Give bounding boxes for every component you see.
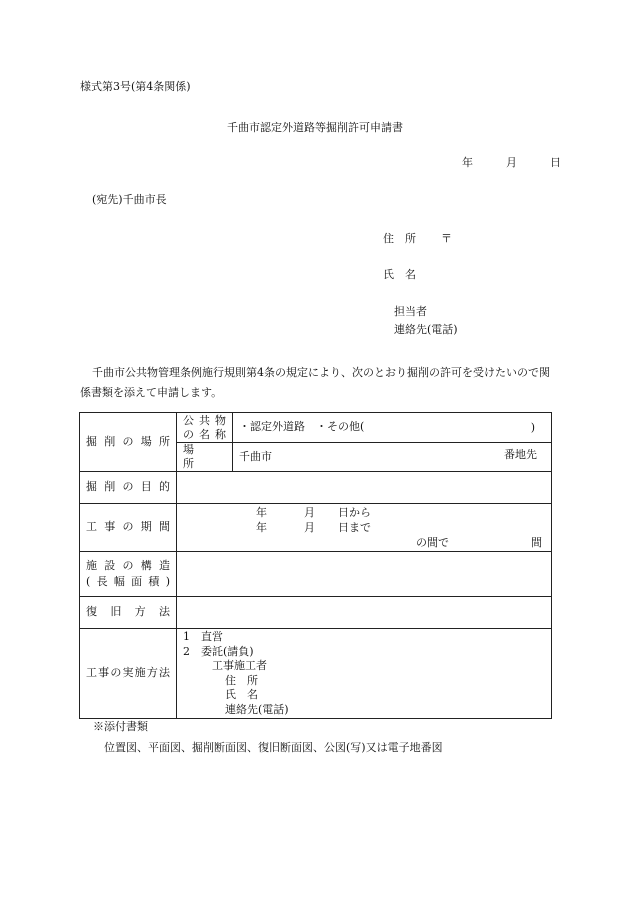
applicant-address-row <box>383 232 452 247</box>
purpose-value <box>177 472 552 504</box>
restoration-label: 復旧方法 <box>80 597 177 629</box>
public-name-value <box>233 413 552 443</box>
applicant-address-label: 住 所 <box>383 232 416 245</box>
excavation-place-label: 掘削の場所 <box>80 413 177 472</box>
statement-text: 千曲市公共物管理条例施行規則第4条の規定により、次のとおり掘削の許可を受けたいので関係書類を添えて申請します。 <box>80 366 550 399</box>
contact-person-label: 担当者 <box>394 305 427 318</box>
contractor-address-label: 住 所 <box>225 673 258 687</box>
structure-label <box>80 552 177 597</box>
addressee: (宛先)千曲市長 <box>92 193 167 206</box>
location-value <box>233 443 552 472</box>
attachments-list: 位置図、平面図、掘削断面図、復旧断面図、公図(写)又は電子地番図 <box>104 741 443 754</box>
implementation-option-direct: 1 直営 <box>183 630 223 643</box>
applicant-name-row <box>383 268 416 283</box>
postal-mark: 〒 <box>441 232 452 245</box>
period-from-year: 年 <box>256 506 267 519</box>
form-number: 様式第3号(第4条関係) <box>80 80 191 93</box>
structure-label-line1: 施設の構造 <box>86 559 170 572</box>
period-to-month: 月 <box>304 521 315 534</box>
period-to-year: 年 <box>256 521 267 534</box>
applicant-name-label: 氏 名 <box>383 268 416 281</box>
application-table <box>79 412 552 719</box>
public-name-close: ) <box>530 421 535 434</box>
location-label: 場 所 <box>177 443 233 472</box>
period-to-day: 日まで <box>338 521 371 534</box>
implementation-value <box>177 629 552 719</box>
contractor-name-label: 氏 名 <box>225 688 258 701</box>
purpose-label: 掘削の目的 <box>80 472 177 504</box>
attachments-heading: ※添付書類 <box>93 720 148 733</box>
implementation-label: 工事の実施方法 <box>80 629 177 719</box>
location-city: 千曲市 <box>239 449 272 463</box>
public-name-options: ・認定外道路 ・その他( <box>239 420 365 434</box>
period-from-day: 日から <box>338 506 371 519</box>
contact-phone-label: 連絡先(電話) <box>394 323 458 336</box>
form-title: 千曲市認定外道路等掘削許可申請書 <box>227 121 403 134</box>
date-day-label: 日 <box>550 156 561 169</box>
date-month-label: 月 <box>506 156 517 169</box>
date-year-label: 年 <box>462 156 473 169</box>
period-value <box>177 504 552 552</box>
public-name-label-line1: 公 共 物 <box>183 413 226 427</box>
date-line <box>462 156 561 171</box>
period-between: の間で <box>416 536 449 549</box>
public-name-label <box>177 413 233 443</box>
contractor-phone-label: 連絡先(電話) <box>225 702 289 716</box>
restoration-value <box>177 597 552 629</box>
implementation-option-contract: 2 委託(請負) <box>183 644 254 658</box>
contractor-label: 工事施工者 <box>212 659 267 672</box>
structure-label-line2: (長幅面積) <box>86 575 170 588</box>
structure-value <box>177 552 552 597</box>
period-label: 工事の期間 <box>80 504 177 552</box>
period-days: 間 <box>531 536 542 549</box>
public-name-label-line2: の 名 称 <box>183 427 226 441</box>
period-from-month: 月 <box>304 506 315 519</box>
location-suffix: 番地先 <box>504 448 537 461</box>
